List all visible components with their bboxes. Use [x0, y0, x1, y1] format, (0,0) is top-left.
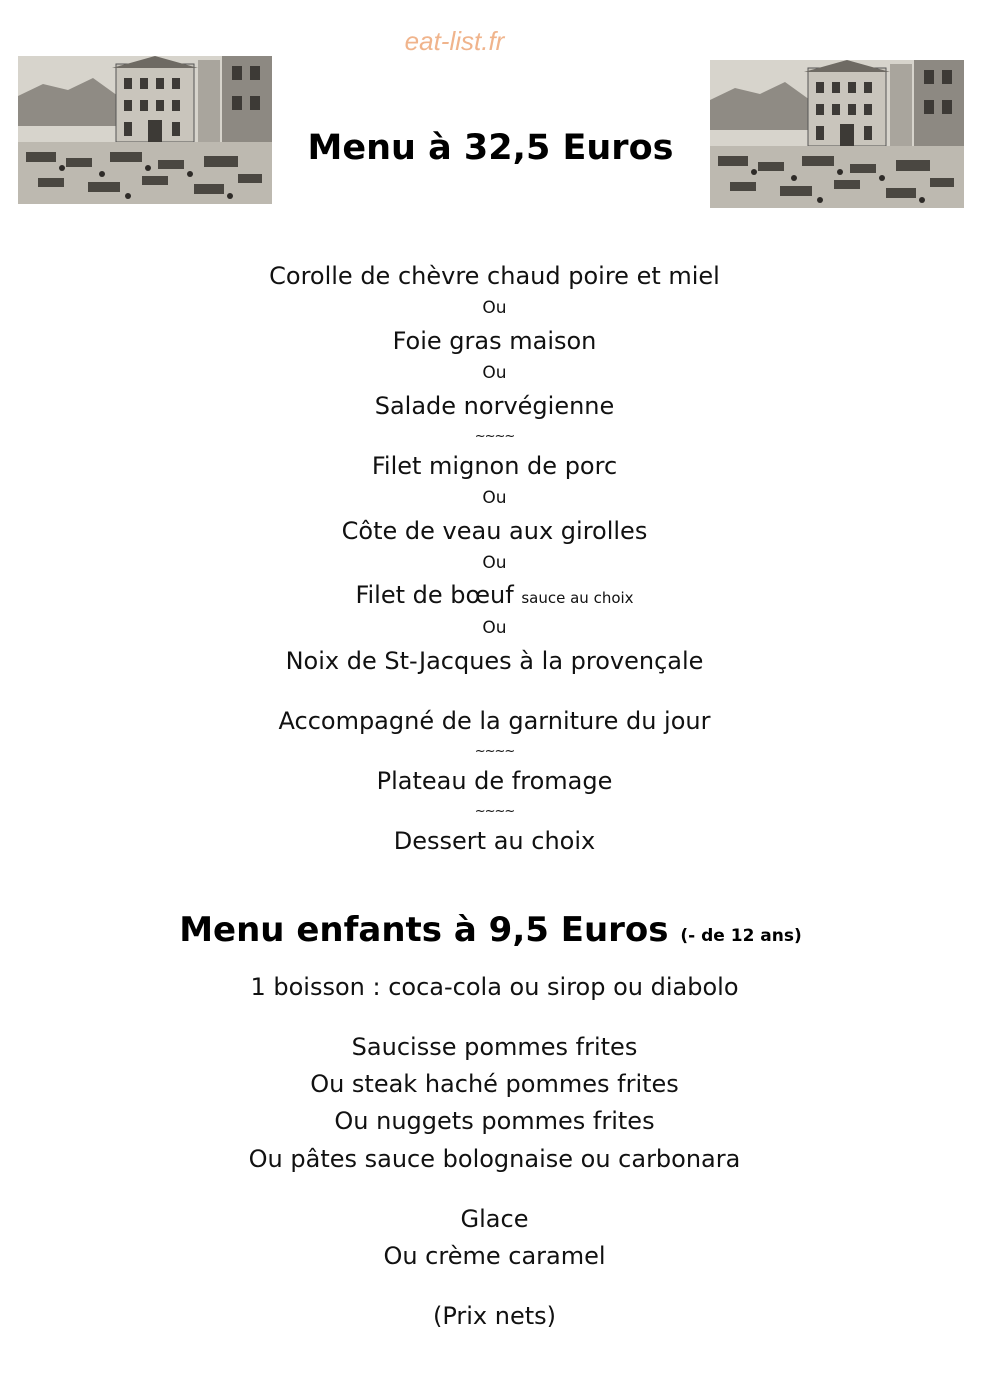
course-separator: ~~~~: [474, 429, 515, 444]
main-item: Côte de veau aux girolles: [341, 517, 648, 545]
kids-main-item: Ou pâtes sauce bolognaise ou carbonara: [248, 1145, 741, 1173]
or-label: Ou: [482, 298, 507, 318]
or-label: Ou: [482, 363, 507, 383]
or-label: Ou: [482, 618, 507, 638]
main-item: Noix de St-Jacques à la provençale: [285, 647, 704, 675]
or-label: Ou: [482, 553, 507, 573]
kids-age-note: (- de 12 ans): [680, 926, 802, 946]
kids-main-item: Saucisse pommes frites: [351, 1033, 638, 1061]
kids-dessert-item: Glace: [460, 1205, 529, 1233]
starter-item: Salade norvégienne: [374, 392, 615, 420]
course-separator: ~~~~: [474, 744, 515, 759]
main-item: Filet mignon de porc: [371, 452, 618, 480]
price-note: (Prix nets): [432, 1302, 557, 1330]
starter-item: Corolle de chèvre chaud poire et miel: [269, 262, 720, 290]
main-item-beef: [0, 581, 989, 609]
sauce-note: sauce au choix: [521, 589, 634, 607]
course-separator: ~~~~: [474, 804, 515, 819]
main-item: Filet de bœuf: [355, 581, 514, 609]
kids-main-item: Ou nuggets pommes frites: [334, 1107, 655, 1135]
cheese-course: Plateau de fromage: [376, 767, 613, 795]
or-label: Ou: [482, 488, 507, 508]
dessert-course: Dessert au choix: [393, 827, 596, 855]
watermark: eat-list.fr: [404, 26, 505, 56]
menu-title: Menu à 32,5 Euros: [307, 128, 674, 168]
kids-dessert-item: Ou crème caramel: [383, 1242, 606, 1270]
kids-drink: 1 boisson : coca-cola ou sirop ou diabolo: [250, 973, 739, 1001]
side-dish: Accompagné de la garniture du jour: [278, 707, 711, 735]
starter-item: Foie gras maison: [392, 327, 597, 355]
kids-main-item: Ou steak haché pommes frites: [310, 1070, 679, 1098]
kids-menu-title: [0, 910, 981, 950]
kids-menu-title-text: Menu enfants à 9,5 Euros: [179, 910, 669, 950]
